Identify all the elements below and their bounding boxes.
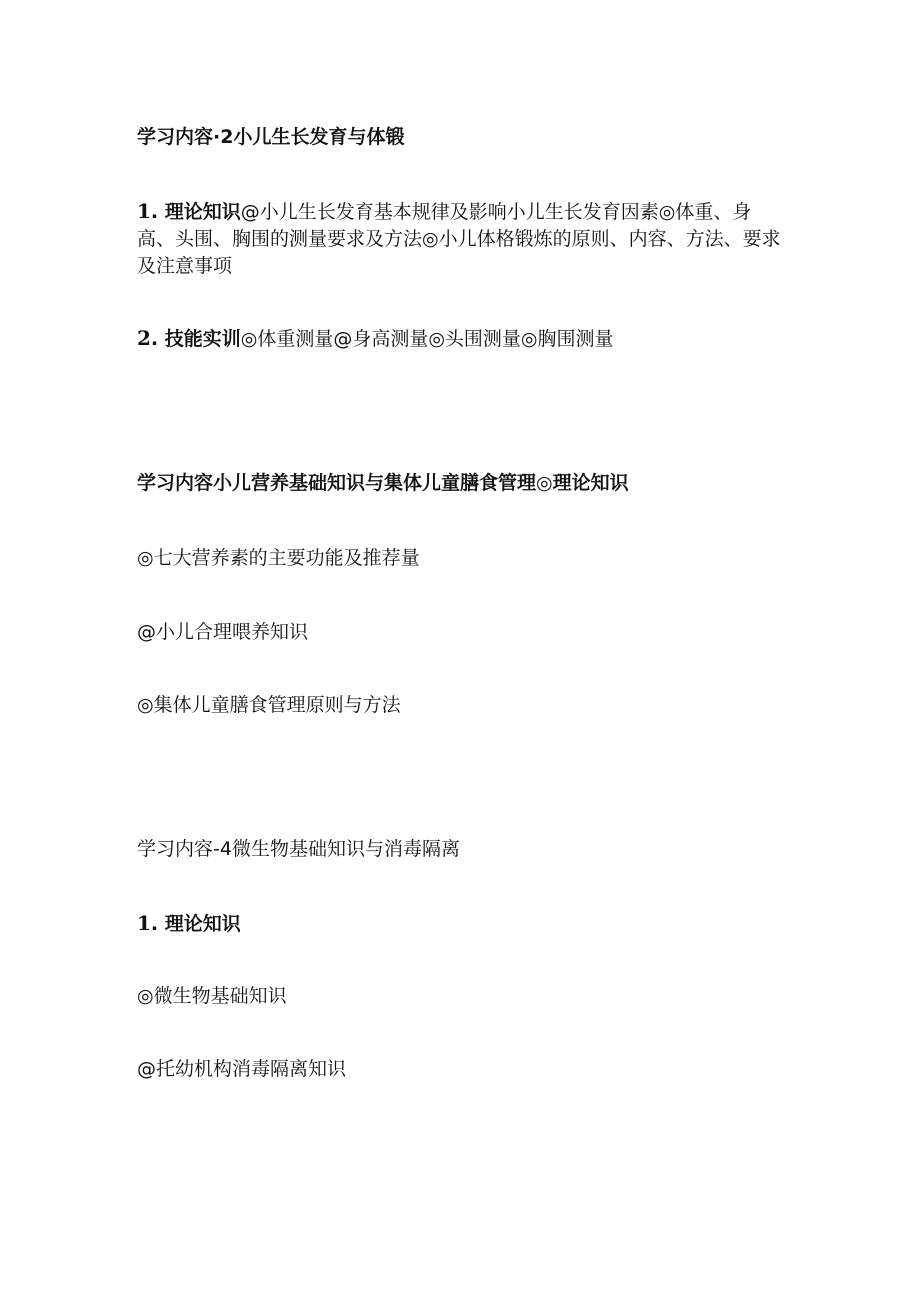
section1-item1-number: 1 bbox=[137, 199, 151, 223]
section3-subheading-number: 1 bbox=[137, 911, 151, 935]
section1-item2 bbox=[137, 325, 614, 352]
section3-item-disinfection: @托幼机构消毒隔离知识 bbox=[137, 1058, 347, 1080]
section2-heading: 学习内容小儿营养基础知识与集体儿童膳食管理◎理论知识 bbox=[137, 472, 629, 494]
section1-item2-text: ◎体重测量@身高测量◎头围测量◎胸围测量 bbox=[240, 328, 614, 350]
section1-item1-label: . 理论知识 bbox=[150, 201, 241, 223]
section1-item2-label: . 技能实训 bbox=[150, 328, 241, 350]
section1-item2-number: 2 bbox=[137, 326, 151, 350]
section3-item-microbiology: ◎微生物基础知识 bbox=[137, 985, 287, 1007]
section1-item1 bbox=[137, 198, 787, 280]
section3-subheading-label: . 理论知识 bbox=[150, 913, 241, 935]
section1-item1-text: @小儿生长发育基本规律及影响小儿生长发育因素◎体重、身高、头围、胸围的测量要求及方法◎小儿体格锻炼的原则、内容、方法、要求及注意事项 bbox=[137, 201, 781, 277]
section3-heading: 学习内容-4微生物基础知识与消毒隔离 bbox=[137, 838, 460, 860]
section2-item-feeding: @小儿合理喂养知识 bbox=[137, 621, 309, 643]
section1-heading: 学习内容·2小儿生长发育与体锻 bbox=[137, 126, 405, 148]
section3-subheading bbox=[137, 910, 241, 937]
section2-item-diet-management: ◎集体儿童膳食管理原则与方法 bbox=[137, 694, 401, 716]
section2-item-nutrients: ◎七大营养素的主要功能及推荐量 bbox=[137, 547, 420, 569]
